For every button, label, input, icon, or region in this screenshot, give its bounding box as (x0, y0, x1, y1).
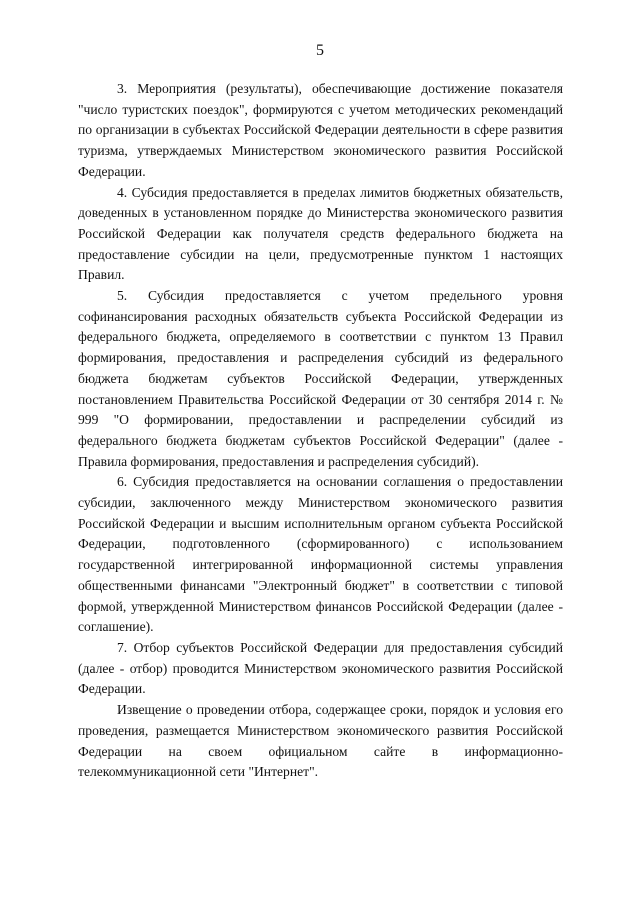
paragraph-7: 7. Отбор субъектов Российской Федерации для предоставления субсидий (далее - отбор) проводится Министерством экономического развития Российской Федерации. (78, 639, 563, 697)
paragraph-5: 5. Субсидия предоставляется с учетом предельного уровня софинансирования расходных обязательств субъекта Российской Федерации из федерального бюджета, определяемого в соответствии с пунктом 13 Правил формирования, предоставления и распределения субсидий из федерального бюджета бюджетам субъектов Российской Федерации, утвержденных постановлением Правительства Российской Федерации от 30 сентября 2014 г. № 999 "О формировании, предоставлении и распределении субсидий из федерального бюджета бюджетам субъектов Российской Федерации" (далее - Правила формирования, предоставления и распределения субсидий). (78, 288, 563, 469)
paragraph-7-notice: Извещение о проведении отбора, содержащее сроки, порядок и условия его проведения, размещается Министерством экономического развития Российской Федерации на своем официальном сайте в информационно-телекоммуникационной сети "Интернет". (78, 702, 563, 780)
document-body (78, 79, 563, 783)
page-number: 5 (316, 42, 324, 59)
paragraph-4: 4. Субсидия предоставляется в пределах лимитов бюджетных обязательств, доведенных в установленном порядке до Министерства экономического развития Российской Федерации как получателя средств федерального бюджета на предоставление субсидии на цели, предусмотренные пунктом 1 настоящих Правил. (78, 184, 563, 283)
paragraph-3: 3. Мероприятия (результаты), обеспечивающие достижение показателя "число туристских поездок", формируются с учетом методических рекомендаций по организации в субъектах Российской Федерации деятельности в сфере развития туризма, утверждаемых Министерством экономического развития Российской Федерации. (78, 81, 563, 179)
paragraph-6: 6. Субсидия предоставляется на основании соглашения о предоставлении субсидии, заключенного между Министерством экономического развития Российской Федерации и высшим исполнительным органом субъекта Российской Федерации, подготовленного (сформированного) с использованием государственной интегрированной информационной системы управления общественными финансами "Электронный бюджет" в соответствии с типовой формой, утвержденной Министерством финансов Российской Федерации (далее - соглашение). (78, 474, 563, 635)
